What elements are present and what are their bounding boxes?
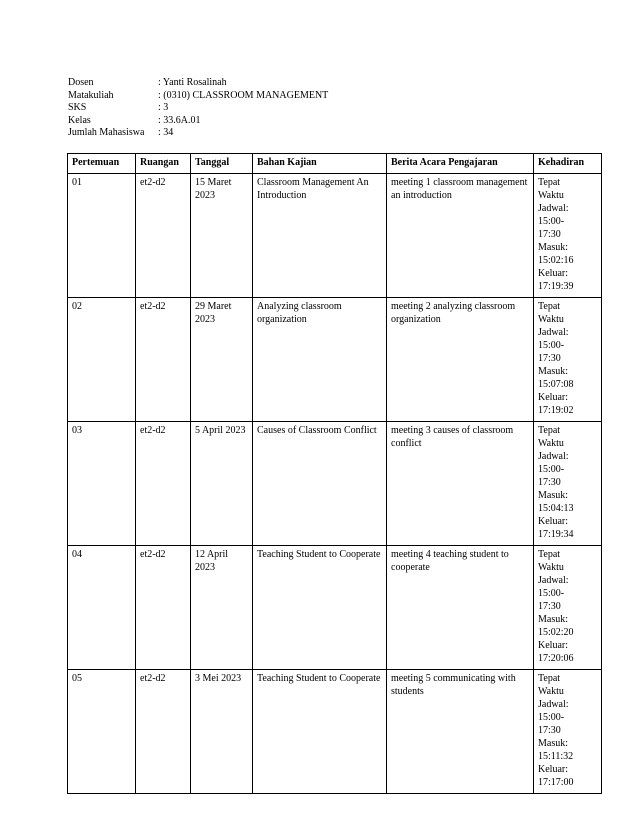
kehadiran-line: Keluar:	[538, 764, 568, 775]
kehadiran-line: Waktu	[538, 190, 564, 201]
column-header-bahan-kajian: Bahan Kajian	[253, 154, 387, 174]
kehadiran-line: Masuk:	[538, 490, 568, 501]
kehadiran-line: 15:11:32	[538, 751, 574, 762]
info-row-dosen	[68, 76, 328, 89]
kehadiran-line: 15:00-	[538, 216, 565, 227]
info-label: Matakuliah	[68, 89, 114, 101]
kehadiran-line: Waktu	[538, 314, 564, 325]
berita-acara-cell: meeting 4 teaching student to cooperate	[387, 546, 534, 670]
info-label: Kelas	[68, 114, 91, 126]
column-header-pertemuan: Pertemuan	[68, 154, 136, 174]
info-value: : (0310) CLASSROOM MANAGEMENT	[158, 89, 329, 101]
kehadiran-cell	[534, 546, 602, 670]
tanggal-cell: 29 Maret 2023	[191, 298, 253, 422]
kehadiran-line: Masuk:	[538, 738, 568, 749]
attendance-table	[67, 153, 602, 794]
kehadiran-cell	[534, 298, 602, 422]
pertemuan-cell: 02	[68, 298, 136, 422]
berita-acara-cell: meeting 5 communicating with students	[387, 670, 534, 794]
kehadiran-line: 15:07:08	[538, 379, 574, 390]
info-row-sks	[68, 101, 328, 114]
info-label: Dosen	[68, 77, 94, 88]
pertemuan-cell: 01	[68, 174, 136, 298]
info-value: : 3	[158, 102, 169, 113]
ruangan-cell: et2-d2	[136, 546, 191, 670]
kehadiran-line: Tepat	[538, 177, 561, 188]
table-row	[68, 670, 602, 794]
kehadiran-line: 15:02:16	[538, 255, 574, 266]
info-row-kelas	[68, 114, 328, 127]
tanggal-cell: 12 April 2023	[191, 546, 253, 670]
kehadiran-line: Keluar:	[538, 640, 568, 651]
column-header-berita-acara: Berita Acara Pengajaran	[387, 154, 534, 174]
kehadiran-line: Jadwal:	[538, 451, 569, 462]
info-row-jumlah-mahasiswa	[68, 126, 328, 139]
info-value: : 33.6A.01	[158, 114, 201, 126]
ruangan-cell: et2-d2	[136, 174, 191, 298]
kehadiran-line: 15:00-	[538, 464, 565, 475]
info-row-matakuliah	[68, 89, 328, 102]
kehadiran-line: Tepat	[538, 549, 561, 560]
info-value: : Yanti Rosalinah	[158, 77, 227, 88]
table-row	[68, 546, 602, 670]
bahan-kajian-cell: Causes of Classroom Conflict	[253, 422, 387, 546]
bahan-kajian-cell: Analyzing classroom organization	[253, 298, 387, 422]
kehadiran-line: Jadwal:	[538, 203, 569, 214]
bahan-kajian-cell: Classroom Management An Introduction	[253, 174, 387, 298]
kehadiran-line: 15:00-	[538, 712, 565, 723]
table-row	[68, 422, 602, 546]
kehadiran-line: 15:04:13	[538, 503, 574, 514]
kehadiran-line: Tepat	[538, 673, 561, 684]
pertemuan-cell: 05	[68, 670, 136, 794]
kehadiran-line: Jadwal:	[538, 327, 569, 338]
info-label: SKS	[68, 102, 87, 113]
kehadiran-line: 17:30	[538, 353, 561, 364]
pertemuan-cell: 04	[68, 546, 136, 670]
column-header-ruangan: Ruangan	[136, 154, 191, 174]
kehadiran-line: 17:19:02	[538, 405, 574, 416]
berita-acara-cell: meeting 1 classroom management an introduction	[387, 174, 534, 298]
kehadiran-line: Keluar:	[538, 392, 568, 403]
kehadiran-line: 17:30	[538, 725, 561, 736]
column-header-kehadiran: Kehadiran	[534, 154, 602, 174]
table-row	[68, 174, 602, 298]
ruangan-cell: et2-d2	[136, 422, 191, 546]
kehadiran-line: Jadwal:	[538, 575, 569, 586]
berita-acara-cell: meeting 2 analyzing classroom organization	[387, 298, 534, 422]
pertemuan-cell: 03	[68, 422, 136, 546]
kehadiran-line: Keluar:	[538, 268, 568, 279]
kehadiran-line: Jadwal:	[538, 699, 569, 710]
kehadiran-line: 17:19:34	[538, 529, 574, 540]
info-label: Jumlah Mahasiswa	[68, 127, 145, 138]
bahan-kajian-cell: Teaching Student to Cooperate	[253, 546, 387, 670]
kehadiran-line: Waktu	[538, 686, 564, 697]
column-header-tanggal: Tanggal	[191, 154, 253, 174]
info-value: : 34	[158, 127, 174, 138]
kehadiran-line: 17:30	[538, 477, 561, 488]
ruangan-cell: et2-d2	[136, 298, 191, 422]
kehadiran-line: 17:19:39	[538, 281, 574, 292]
kehadiran-line: 17:20:06	[538, 653, 574, 664]
kehadiran-line: 15:00-	[538, 340, 565, 351]
kehadiran-line: Masuk:	[538, 366, 568, 377]
kehadiran-cell	[534, 422, 602, 546]
kehadiran-line: 17:30	[538, 601, 561, 612]
kehadiran-cell	[534, 670, 602, 794]
kehadiran-line: Masuk:	[538, 614, 568, 625]
table-header-row	[68, 154, 602, 174]
kehadiran-line: 17:17:00	[538, 777, 574, 788]
tanggal-cell: 15 Maret 2023	[191, 174, 253, 298]
course-info	[68, 76, 328, 139]
kehadiran-line: Waktu	[538, 562, 564, 573]
kehadiran-line: 17:30	[538, 229, 561, 240]
bahan-kajian-cell: Teaching Student to Cooperate	[253, 670, 387, 794]
kehadiran-line: Tepat	[538, 425, 561, 436]
berita-acara-cell: meeting 3 causes of classroom conflict	[387, 422, 534, 546]
kehadiran-line: Keluar:	[538, 516, 568, 527]
kehadiran-line: 15:00-	[538, 588, 565, 599]
ruangan-cell: et2-d2	[136, 670, 191, 794]
kehadiran-line: Masuk:	[538, 242, 568, 253]
tanggal-cell: 3 Mei 2023	[191, 670, 253, 794]
tanggal-cell: 5 April 2023	[191, 422, 253, 546]
kehadiran-cell	[534, 174, 602, 298]
table-row	[68, 298, 602, 422]
kehadiran-line: 15:02:20	[538, 627, 574, 638]
kehadiran-line: Waktu	[538, 438, 564, 449]
kehadiran-line: Tepat	[538, 301, 561, 312]
